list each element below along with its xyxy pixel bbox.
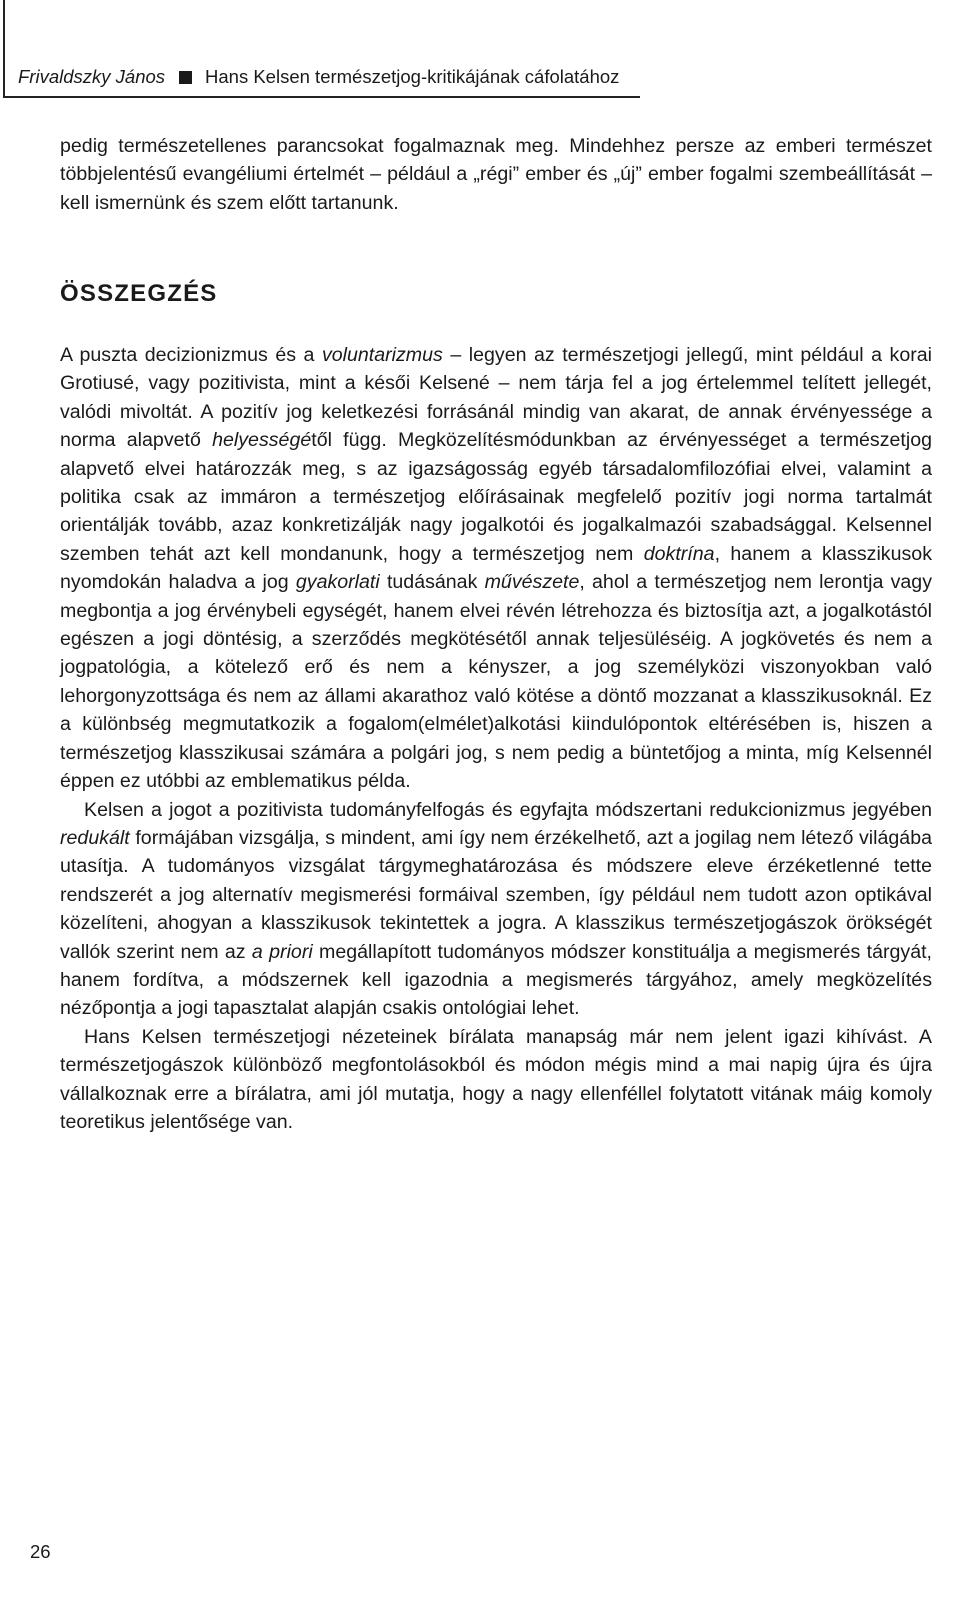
italic-run: doktrína (643, 542, 715, 565)
section-heading: ÖSSZEGZÉS (60, 280, 218, 307)
summary-paragraph-3: Hans Kelsen természetjogi nézeteinek bírálata manapság már nem jelent igazi kihívást. A természetjogászok különböző megfontolásokból és módon mégis mind a mai napig újra és újra vállalkoznak erre a bírálatra, ami jól mutatja, hogy a nagy ellenféllel folytatott vitának máig komoly teoretikus jelentősége van. (60, 1025, 932, 1133)
text-run: A puszta decizionizmus és a (60, 344, 322, 366)
square-bullet-icon (179, 71, 192, 84)
text-run: , hanem a klasszikusok nyomdokán haladva a jog (60, 542, 932, 594)
italic-run: redukált (60, 826, 130, 849)
italic-run: a priori (251, 940, 313, 963)
header-rule (3, 96, 640, 98)
text-run: tudásának (379, 571, 485, 594)
page-number: 26 (30, 1541, 51, 1562)
italic-run: voluntarizmus (321, 344, 443, 366)
running-head (18, 66, 619, 88)
page-frame-left-rule (3, 0, 5, 98)
italic-run: helyességé (212, 429, 312, 452)
summary-body (60, 341, 932, 1136)
intro-paragraph-block (60, 132, 932, 217)
text-run: , ahol a természetjog nem lerontja vagy megbontja a jog érvénybeli egységét, hanem elvei révén létrehozza és biztosítja azt, a jogalkotástól egészen a jogi döntésig, a szerződés megkötésétől annak teljesüléséig. A jogkövetés és nem a jogpatológia, a kötelező erő és nem a kényszer, a jog személyközi viszonyokban való lehorgonyzottsága és nem az állami akarathoz való kötése a döntő mozzanat a klasszikusoknál. Ez a különbség megmutatkozik a fogalom(elmélet)alkotási kiindulópontok eltérésében is, hiszen a természetjog klasszikusai számára a polgári jog, s nem pedig a büntetőjog a minta, míg Kelsennél éppen ez utóbbi az emblematikus példa. (60, 571, 933, 793)
text-run: Kelsen a jogot a pozitivista tudományfelfogás és egyfajta módszertani redukcionizmus jegyében (84, 798, 932, 821)
text-run: – legyen az természetjogi jellegű, mint például a korai Grotiusé, vagy pozitivista, mint a késői Kelsené – nem tárja fel a jog értelemmel telített jellegét, valódi mivoltát. A pozitív jog keletkezési forrásánál mindig van akarat, de annak érvényessége a norma alapvető (60, 344, 932, 452)
summary-paragraph-2 (60, 796, 932, 1023)
running-head-author: Frivaldszky János (18, 66, 166, 87)
text-run: formájában vizsgálja, s mindent, ami így nem érzékelhető, azt a jogilag nem létező világába utasítja. A tudományos vizsgálat tárgymeghatározása és módszere eleve érzéketlenné tette rendszerét a jog alternatív megismerési formáival szemben, így például nem tudott azon optikával közelíteni, ahogyan a klasszikusok tekintettek a jogra. A klasszikus természetjogászok örökségét vallók szerint nem az (60, 826, 932, 963)
text-run: től függ. Megközelítésmódunkban az érvényességet a természetjog alapvető elvei határozzák meg, s az igazságosság egyéb társadalomfilozófiai elvei, valamint a politika csak az immáron a természetjog előírásainak megfelelő pozitív jogi norma tartalmát orientálják tovább, azaz konkretizálják nagy jogalkotói és jogalkalmazói szabadsággal. Kelsennel szemben tehát azt kell mondanunk, hogy a természetjog nem (60, 429, 932, 565)
intro-paragraph: pedig természetellenes parancsokat fogalmaznak meg. Mindehhez persze az emberi természet többjelentésű evangéliumi értelmét – például a „régi” ember és „új” ember fogalmi szembeállítását – kell ismernünk és szem előtt tartanunk. (60, 135, 932, 214)
italic-run: gyakorlati (295, 571, 380, 594)
running-head-title: Hans Kelsen természetjog-kritikájának cáfolatához (205, 66, 620, 87)
text-run: megállapított tudományos módszer konstituálja a megismerés tárgyát, hanem fordítva, a módszernek kell igazodnia a megismerés tárgyához, amely megközelítés nézőpontja a jogi tapasztalat alapján csakis ontológiai lehet. (60, 940, 933, 1020)
summary-paragraph-1 (60, 341, 932, 796)
italic-run: művészete (484, 571, 580, 594)
